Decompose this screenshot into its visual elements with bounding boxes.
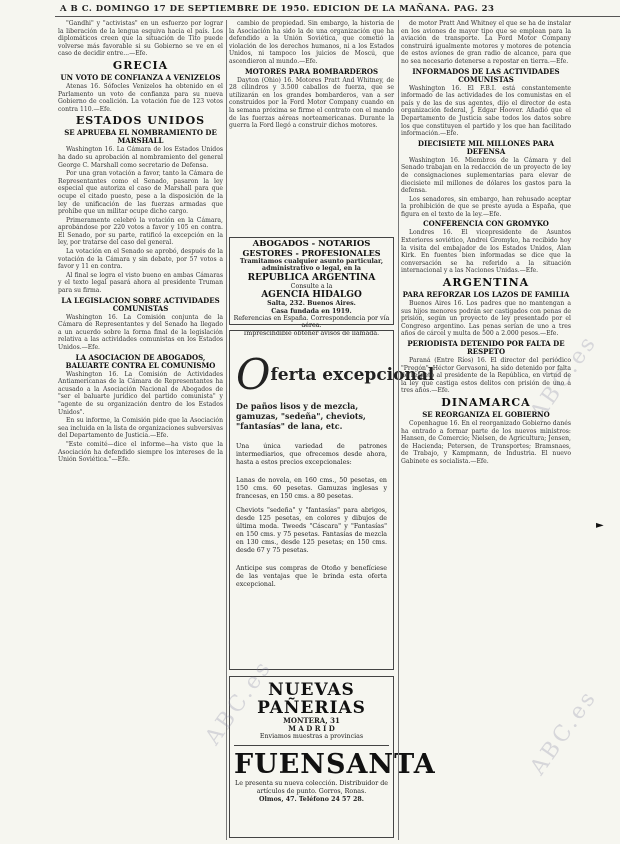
article-paragraph: Al final se logra el visto bueno en ambas Cámaras y el texto legal pasará ahora al presidente Truman para su firma. (58, 271, 223, 295)
ad-oferta-line1: De paños lisos y de mezcla, gamuzas, "sedeña", cheviots, "fantasías" de lana, etc. (236, 401, 366, 431)
column-1 (58, 20, 223, 840)
column-3 (401, 20, 571, 840)
section-title-periodista: PERIODISTA DETENIDO POR FALTA DE RESPETO (407, 339, 565, 356)
ad-nuevas-address: MONTERA, 31 (283, 716, 340, 725)
article-body: Londres 16. El vicepresidente de Asuntos Exteriores soviético, Andrei Gromyko, ha recibido hoy la visita del embajador de los Estados Unidos, Alan Kirk. En fuentes bien informadas se dice que la conversación se ha referido a la situación internacional y a las Naciones Unidas.—Efe. (401, 229, 571, 275)
ad-title-2: GESTORES - PROFESIONALES (242, 248, 381, 258)
col2-intro: cambio de propiedad. Sin embargo, la historia de la Asociación ha sido la de una organización que ha defendido a la Unión Soviética, que cometió la violación de los derechos humanos, ni a los Estados Unidos, ni tampoco los juicios de Moscú, que ascendieron al mundo.—Efe. (229, 20, 394, 65)
section-title-legislacion: LA LEGISLACION SOBRE ACTIVIDADES COMUNISTAS (61, 295, 220, 313)
ad-consulte: Consulte a la (290, 282, 333, 290)
section-title-dinamarca: DINAMARCA (441, 395, 531, 409)
watermark: ABC.es (525, 685, 603, 780)
section-title-argentina: ARGENTINA (442, 276, 530, 290)
article-paragraph: Primeramente celebró la votación en la Cámara, aprobándose por 220 votos a favor y 105 en contra. El Senado, por su parte, ratificó la excepción en la ley, por tratarse del caso del general. (58, 216, 223, 247)
article-body: Washington 16. La Comisión conjunta de la Cámara de Representantes y del Senado ha llegado a un acuerdo sobre la forma final de la legislación relativa a las actividades comunistas en los Estados Unidos.—Efe. (58, 313, 223, 351)
ad-oferta-initial: O (236, 350, 271, 399)
ad-fuensanta-line2: Olmos, 47. Teléfono 24 57 28. (259, 796, 364, 803)
ad-line: Tramitamos cualquier asunto particular, administrativo o legal, en la (239, 258, 384, 273)
section-subtitle-familia: PARA REFORZAR LOS LAZOS DE FAMILIA (402, 290, 570, 300)
ad-oferta-heading (236, 350, 435, 399)
section-subtitle-gobierno: SE REORGANIZA EL GOBIERNO (422, 409, 550, 419)
ad-nuevas-title: NUEVAS PAÑERIAS (257, 680, 366, 718)
ad-oferta-line5: Anticipe sus compras de Otoño y benefíciese de las ventajas que le brinda esta oferta excepcional. (236, 565, 387, 588)
article-paragraph: "Este comité—dice el informe—ha visto que la Asociación ha defendido siempre los intereses de la Unión Soviética."—Efe. (58, 440, 223, 464)
article-paragraph: En su informe, la Comisión pide que la Asociación sea incluida en la lista de organizaciones subversivas del Departamento de Justicia.—Efe. (58, 417, 224, 440)
article-body: Dayton (Ohio) 16. Motores Pratt And Whitney, de 28 cilindros y 3.500 caballos de fuerza, que se utilizarán en los grandes bombarderos, van a ser construidos por la Ford Motor Company cuando en la semana próxima se firme el contrato con el mando de las fuerzas aéreas norteamericanas. Durante la guerra la Ford llegó a construir dichos motores. (229, 76, 394, 130)
ad-fuensanta-line1: Le presenta su nueva colección. Distribuidor de artículos de punto. Gorros, Ronas. (235, 780, 388, 795)
ad-oferta-line2: Una única variedad de patrones intermediarios, que ofrecemos desde ahora, hasta a estos precios excepcionales: (236, 443, 387, 466)
section-title-informados: INFORMADOS DE LAS ACTIVIDADES COMUNISTAS (412, 66, 560, 84)
ad-oferta-line4: Cheviots "sedeña" y "fantasías" para abrigos, desde 125 pesetas, en colores y dibujos de última moda. Tweeds "Cáscara" y "Fantasías" en 150 cms. y 75 pesetas. Fantasías de mezcla en 130 cms., desde 125 pesetas; en 150 cms. desde 67 y 75 pesetas. (236, 507, 387, 554)
ad-divider (234, 745, 389, 746)
article-body: Washington 16. El F.B.I. está constantemente informado de las actividades de los comunistas en el país y de las de sus agentes, dijo el director de esta organización federal, J. Edgar Hoover. Añadió que el Departamento de Justicia sabe todos los datos sobre los que constituyen el partido y los que han facilitado información.—Efe. (401, 84, 571, 138)
bullet-mark: ► (596, 520, 604, 531)
ad-title: ABOGADOS - NOTARIOS (252, 239, 371, 249)
article-paragraph: Los senadores, sin embargo, han rehusado aceptar la prohibición de que se preste ayuda a España, que figura en el texto de la ley.—Efe. (401, 195, 571, 218)
section-title-estados-unidos: ESTADOS UNIDOS (75, 114, 206, 128)
ad-nuevas-city: M A D R I D (288, 724, 335, 733)
section-subtitle-venizelos: UN VOTO DE CONFIANZA A VENIZELOS (60, 72, 221, 82)
page-header: A B C. DOMINGO 17 DE SEPTIEMBRE DE 1950. EDICION DE LA MAÑANA. PAG. 23 (60, 4, 495, 14)
watermark: ABC.es (525, 330, 603, 425)
section-title-grecia: GRECIA (112, 58, 169, 72)
column-divider (398, 20, 399, 840)
ad-agency-name: AGENCIA HIDALGO (261, 290, 362, 301)
ad-nuevas-note: Enviamos muestras a provincias (259, 733, 364, 740)
ad-fuensanta-brand: FUENSANTA (234, 749, 436, 780)
article-paragraph: Por una gran votación a favor, tanto la Cámara de Representantes como el Senado, pasaron la ley especial que autoriza el caso de Marshall para que ocupe el citado puesto, pese a la disposición de la ley de unificación de las fuerzas armadas que prohíbe que un militar ocupe dicho cargo. (58, 170, 223, 216)
col1-intro: "Gandhi" y "activistas" en un esfuerzo por lograr la liberación de la lengua esquiva hacia el país. Los diplomáticos creen que la situación de Tito puede volverse más favorable si su Gobierno se ve en el caso de decidir entre...—Efe. (58, 20, 223, 58)
section-title-motores: MOTORES PARA BOMBARDEROS (244, 66, 379, 76)
section-title-gromyko: CONFERENCIA CON GROMYKO (423, 219, 549, 229)
section-title-diecisiete: DIECISIETE MIL MILLONES PARA DEFENSA (417, 138, 555, 156)
ad-address: Salta, 232. Buenos Aires. (267, 300, 356, 308)
article-body: Copenhague 16. En el reorganizado Gobierno danés ha entrado a formar parte de los nuevos ministros: Hansen, de Comercio; Nielsen, de Agricultura; Jensen, de Hacienda; Petersen, de Transportes; Bramsnaes, de Trabajo, y Kampmann, de Industria. El nuevo Gabinete es socialista.—Efe. (401, 419, 571, 465)
ad-oferta-excepcional (229, 330, 435, 670)
section-title-asociacion: LA ASOCIACION DE ABOGADOS, BALUARTE CONTRA EL COMUNISMO (65, 352, 216, 370)
ad-republic: REPUBLICA ARGENTINA (247, 272, 376, 283)
ad-agencia-hidalgo (229, 237, 394, 337)
ad-refs: Referencias en España. Correspondencia por vía aérea. (233, 315, 390, 330)
ad-oferta-title: ferta excepcional (270, 365, 435, 385)
article-body: Paraná (Entre Ríos) 16. El director del periódico "Pregón", Héctor Gervasoni, ha sido detenido por falta de respeto al presidente de la República, en virtud de la ley que castiga estos delitos con prisión de uno a tres años.—Efe. (401, 357, 571, 395)
article-paragraph: Washington 16. La Comisión de Actividades Antiamericanas de la Cámara de Representantes ha acusado a la Asociación Nacional de Abogados de "ser el baluarte jurídico del partido comunista" y "agente de su organización dentro de los Estados Unidos". (58, 370, 223, 416)
header-rule (55, 16, 620, 17)
article-paragraph: Washington 16. La Cámara de los Estados Unidos ha dado su aprobación al nombramiento del general George C. Marshall como secretario de Defensa. (58, 146, 223, 169)
ad-oferta-line3: Lanas de novela, en 160 cms., 50 pesetas, en 150 cms. 60 pesetas. Gamuzas inglesas y francesas, en 150 cms. a 80 pesetas. (236, 477, 387, 500)
column-2-top (229, 20, 394, 225)
section-subtitle-marshall: SE APRUEBA EL NOMBRAMIENTO DE MARSHALL (64, 128, 217, 146)
col3-intro: de motor Pratt And Whitney el que se ha de instalar en los aviones de mayor tipo que se emplean para la aviación de transporte. La Ford Motor Company construirá igualmente motores y motores de potencia de estos aviones de gran radio de alcance, para que no sea necesario detenerse a repostar en tierra.—Efe. (401, 20, 571, 65)
ad-ask: Imprescindible obtener avisos de llamada. (243, 329, 380, 337)
article-paragraph: La votación en el Senado se aprobó, después de la votación de la Cámara y sin debate, por 57 votos a favor y 11 en contra. (58, 248, 223, 271)
article-body: Atenas 16. Sófocles Venizelos ha obtenido en el Parlamento un voto de confianza para su nueva Gobierno de coalición. La votación fue de 123 votos contra 110.—Efe. (58, 82, 223, 113)
article-body: Buenos Aires 16. Los padres que no mantengan a sus hijos menores podrán ser castigados con penas de prisión, según un proyecto de ley presentado por el Congreso argentino. Las penas serían de uno a tres años de cárcel y multa de 500 a 2.000 pesos.—Efe. (401, 300, 571, 338)
watermark: ABC.es (200, 655, 278, 750)
ad-founded: Casa fundada en 1919. (271, 307, 352, 315)
article-paragraph: Washington 16. Miembros de la Cámara y del Senado trabajan en la redacción de un proyecto de ley de consignaciones suplementarias para elevar de diecisiete mil millones de dólares los gastos para la defensa. (401, 156, 571, 195)
